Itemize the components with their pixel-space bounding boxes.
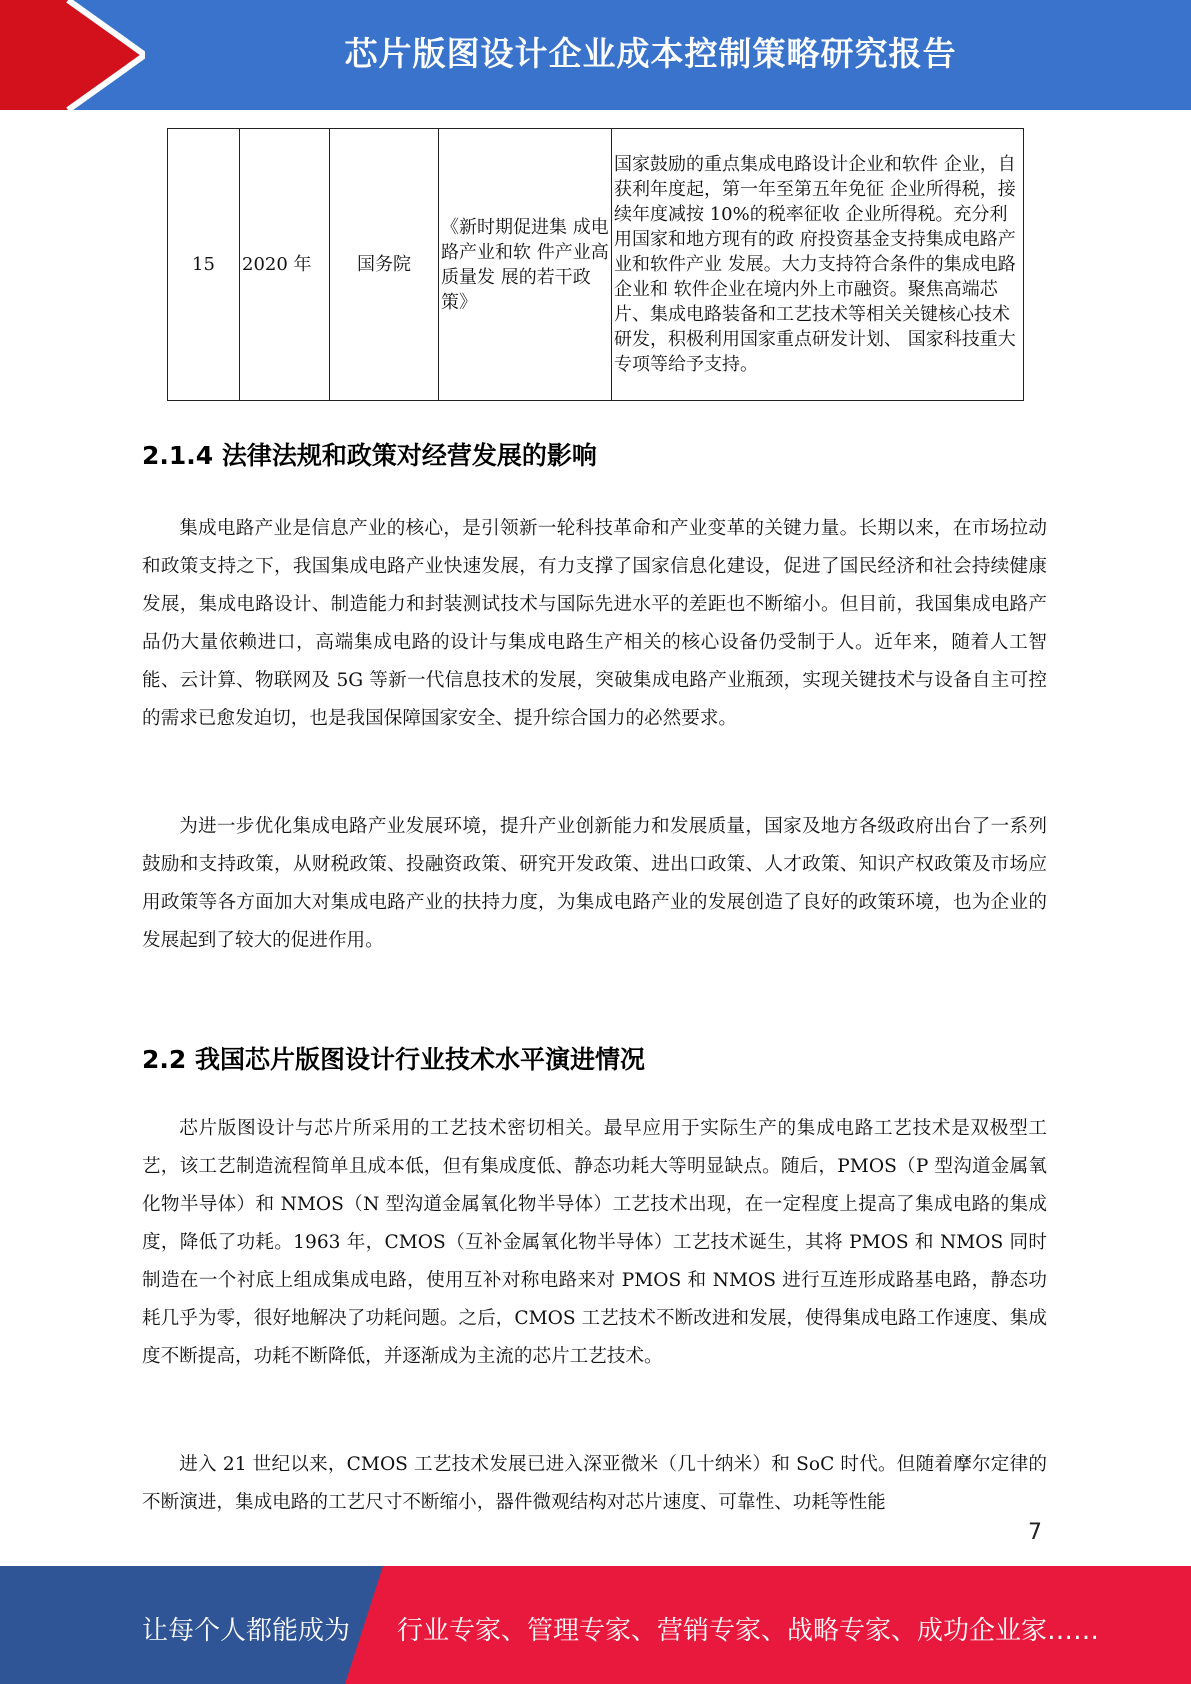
cell-policy-name: 《新时期促进集 成电路产业和软 件产业高质量发 展的若干政策》 — [439, 129, 612, 401]
page-number: 7 — [1028, 1520, 1042, 1545]
paragraph-21st-century: 进入 21 世纪以来，CMOS 工艺技术发展已进入深亚微米（几十纳米）和 SoC 时代。但随着摩尔定律的不断演进，集成电路的工艺尺寸不断缩小，器件微观结构对芯片速度、可靠性、功耗等性能 — [142, 1454, 1047, 1513]
cell-year: 2020 年 — [240, 129, 330, 401]
footer-slogan-right: 行业专家、管理专家、营销专家、战略专家、成功企业家…… — [397, 1616, 1100, 1646]
report-title: 芯片版图设计企业成本控制策略研究报告 — [344, 34, 957, 73]
footer-slogan-left: 让每个人都能成为 — [142, 1616, 351, 1646]
paragraph-industry-core: 集成电路产业是信息产业的核心，是引领新一轮科技革命和产业变革的关键力量。长期以来，在市场拉动和政策支持之下，我国集成电路产业快速发展，有力支撑了国家信息化建设，促进了国民经济和社会持续健康发展，集成电路设计、制造能力和封装测试技术与国际先进水平的差距也不断缩小。但目前，我国集成电路产品仍大量依赖进口，高端集成电路的设计与集成电路生产相关的核心设备仍受制于人。近年来，随着人工智能、云计算、物联网及 5G 等新一代信息技术的发展，突破集成电路产业瓶颈，实现关键技术与设备自主可控的需求已愈发迫切，也是我国保障国家安全、提升综合国力的必然要求。 — [142, 518, 1047, 729]
cell-policy-content: 国家鼓励的重点集成电路设计企业和软件 企业，自获利年度起，第一年至第五年免征 企业所得税，接续年度减按 10%的税率征收 企业所得税。充分利用国家和地方现有的政 府投资基金支持集成电路产业和软件产业 发展。大力支持符合条件的集成电路企业和 软件企业在境内外上市融资。聚焦高端芯 片、集成电路装备和工艺技术等相关关键核心技术研发，积极利用国家重点研发计划、 国家科技重大专项等给予支持。 — [612, 129, 1024, 401]
cell-number: 15 — [168, 129, 240, 401]
table-row — [168, 129, 1024, 401]
header-arrow-decoration — [0, 0, 145, 110]
paragraph-process-history: 芯片版图设计与芯片所采用的工艺技术密切相关。最早应用于实际生产的集成电路工艺技术是双极型工艺，该工艺制造流程简单且成本低，但有集成度低、静态功耗大等明显缺点。随后，PMOS（P 型沟道金属氧化物半导体）和 NMOS（N 型沟道金属氧化物半导体）工艺技术出现，在一定程度上提高了集成电路的集成度，降低了功耗。1963 年，CMOS（互补金属氧化物半导体）工艺技术诞生，其将 PMOS 和 NMOS 同时制造在一个衬底上组成集成电路，使用互补对称电路来对 PMOS 和 NMOS 进行互连形成路基电路，静态功耗几乎为零，很好地解决了功耗问题。之后，CMOS 工艺技术不断改进和发展，使得集成电路工作速度、集成度不断提高，功耗不断降低，并逐渐成为主流的芯片工艺技术。 — [142, 1118, 1047, 1367]
cell-issuer: 国务院 — [330, 129, 439, 401]
policy-table — [167, 128, 1024, 401]
paragraph-policy-support: 为进一步优化集成电路产业发展环境，提升产业创新能力和发展质量，国家及地方各级政府出台了一系列鼓励和支持政策，从财税政策、投融资政策、研究开发政策、进出口政策、人才政策、知识产权政策及市场应用政策等各方面加大对集成电路产业的扶持力度，为集成电路产业的发展创造了良好的政策环境，也为企业的发展起到了较大的促进作用。 — [142, 816, 1047, 951]
section-heading-2-1-4: 2.1.4 法律法规和政策对经营发展的影响 — [142, 441, 597, 470]
page-footer — [0, 1566, 1191, 1684]
page-header — [0, 0, 1191, 110]
section-heading-2-2: 2.2 我国芯片版图设计行业技术水平演进情况 — [142, 1045, 645, 1074]
